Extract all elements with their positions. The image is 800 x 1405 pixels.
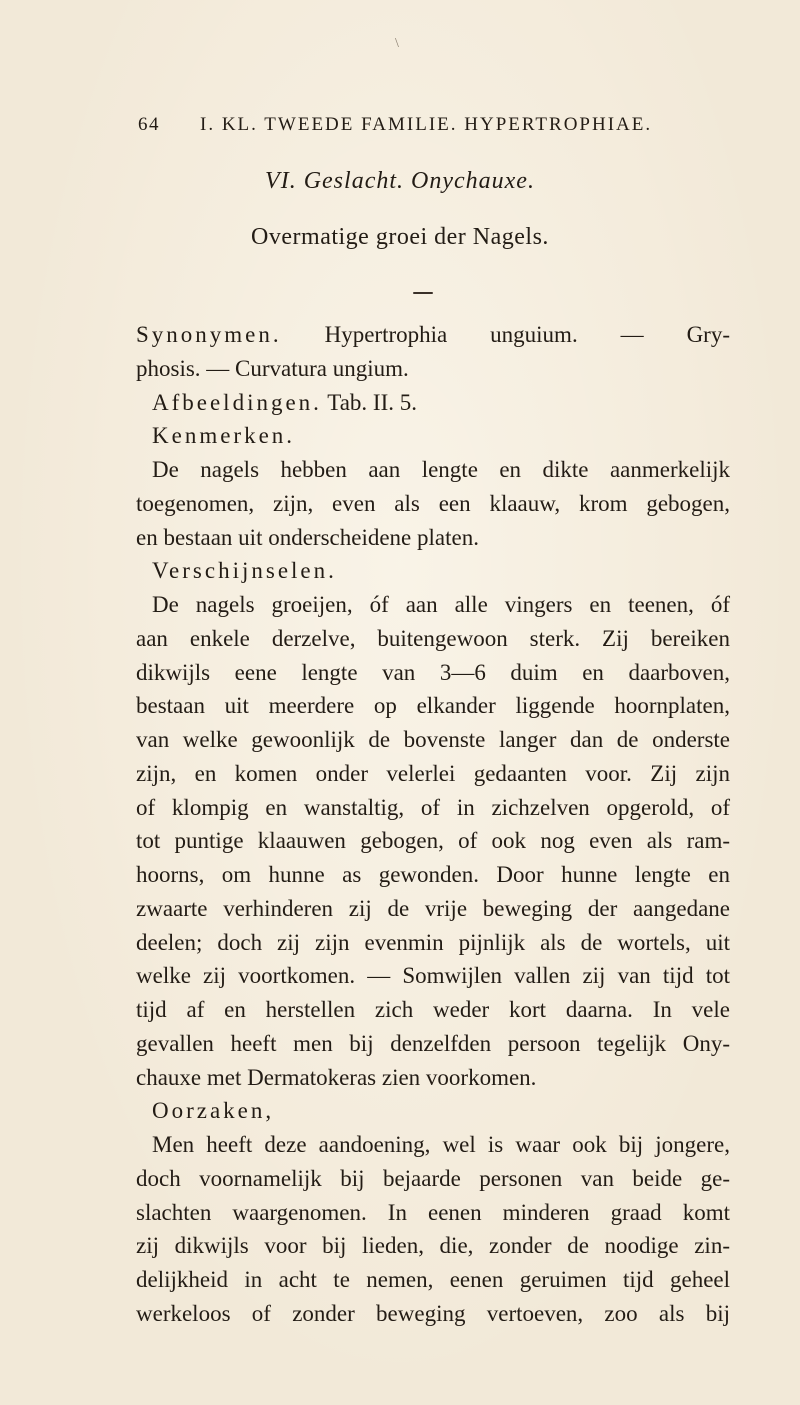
page-number: 64 [138,114,160,135]
text-line: welke zij voortkomen. — Somwijlen vallen zij van tijd tot [136,963,730,989]
text-line: aan enkele derzelve, buitengewoon sterk. Zij bereiken [136,625,730,651]
running-head [138,114,698,142]
text-line: dikwijls eene lengte van 3—6 duim en daarboven, [136,659,730,685]
text-line: tijd af en herstellen zich weder kort daarna. In vele [136,997,730,1022]
text-line: toegenomen, zijn, even als een klaauw, krom gebogen, [136,490,730,516]
text-line: doch voornamelijk bij bejaarde personen van beide ge- [136,1165,730,1191]
text-line: of klompig en wanstaltig, of in zichzelven opgerold, of [136,794,730,820]
text-line-content: Tab. II. 5. [327,389,418,415]
body-text [136,318,730,1331]
running-head-text: I. KL. TWEEDE FAMILIE. HYPERTROPHIAE. [200,114,653,135]
text-line: zij dikwijls voor bij lieden, die, zonder de noodige zin- [136,1233,730,1259]
text-line: zwaarte verhinderen zij de vrije beweging der aangedane [136,895,730,921]
text-line: werkeloos of zonder beweging vertoeven, zoo als bij [136,1300,730,1326]
text-line: phosis. — Curvatura ungium. [136,355,409,381]
text-line: Men heeft deze aandoening, wel is waar ook bij jongere, [152,1132,730,1157]
text-line [136,386,730,420]
heading-kenmerken: Kenmerken. [152,423,296,449]
text-line-content: Hypertrophia unguium. — Gry- [324,322,731,347]
heading-verschijnselen: Verschijnselen. [152,558,337,584]
margin-mark: \ [395,36,399,51]
text-line: De nagels groeijen, óf aan alle vingers en teenen, óf [152,592,730,617]
text-line: gevallen heeft men bij denzelfden persoon tegelijk Ony- [136,1030,730,1056]
heading-afbeeldingen: Afbeeldingen. [152,389,322,415]
text-line: zijn, en komen onder velerlei gedaanten voor. Zij zijn [136,760,730,786]
text-line: De nagels hebben aan lengte en dikte aanmerkelijk [152,457,730,482]
text-line: delijkheid in acht te nemen, eenen geruimen tijd geheel [136,1267,730,1292]
text-line: van welke gewoonlijk de bovenste langer dan de onderste [136,727,730,752]
heading-synonymen: Synonymen. [136,322,282,347]
text-line: bestaan uit meerdere op elkander liggende hoornplaten, [136,693,730,719]
text-line [136,318,730,352]
text-line: hoorns, om hunne as gewonden. Door hunne lengte en [136,862,730,887]
ornament-rule [413,292,433,294]
heading-oorzaken: Oorzaken, [152,1098,275,1124]
text-line: tot puntige klaauwen gebogen, of ook nog even als ram- [136,828,730,854]
section-title: VI. Geslacht. Onychauxe. [265,168,535,194]
text-line: en bestaan uit onderscheidene platen. [136,524,479,550]
text-line: slachten waargenomen. In eenen minderen graad komt [136,1199,730,1225]
text-line: deelen; doch zij zijn evenmin pijnlijk als de wortels, uit [136,929,730,955]
text-line: chauxe met Dermatokeras zien voorkomen. [136,1064,537,1090]
section-subtitle: Overmatige groei der Nagels. [251,224,549,250]
